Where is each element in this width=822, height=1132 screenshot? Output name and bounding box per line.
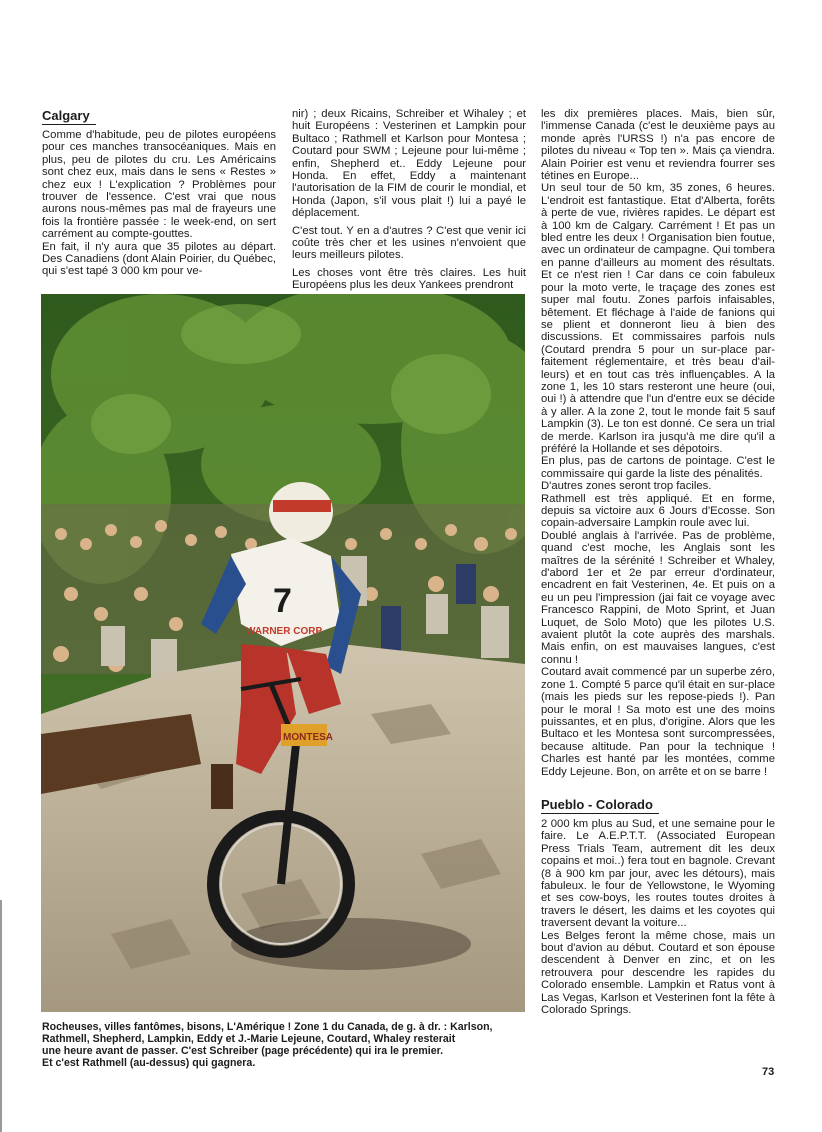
bike-label: MONTESA xyxy=(283,732,333,743)
paragraph: Les Belges feront la même chose, mais un bout d'avion au début. Coutard et son épouse descendent à Denver en zinc, et on les retrouvera pour descendre les rapides du Colorado ensemble. Lampkin et Ratus vont à Las Vegas, Karlson et Vesterinen font la fête à Colorado Springs. xyxy=(541,929,775,1017)
page-edge-mark xyxy=(0,900,2,1132)
text-column-3 xyxy=(541,108,775,778)
paragraph: nir) ; deux Ricains, Schreiber et Wihaley ; et huit Européens : Vesterinen et Lampkin pour Bultaco ; Rathmell et Karlson pour Montesa ; Coutard pour SWM ; Lejeune pour lui-même ; enfin, Shepherd et.. Eddy Lejeune pour Honda. En effet, Eddy a maintenant l'autorisation de la FIM de courir le mondial, et Honda (Japon, s'il vous plait !) lui a payé le déplacement. xyxy=(292,108,526,220)
paragraph: Rathmell est très appliqué. Et en forme, depuis sa victoire aux 6 Jours d'Ecosse. Son copain-adversaire Lampkin roule avec lui. xyxy=(541,492,775,530)
photo-illustration xyxy=(41,294,525,1012)
paragraph: Coutard avait commencé par un superbe zéro, zone 1. Compté 5 parce qu'il était en sur-place (mais les pieds sur les repose-pieds !). Pan pour le moral ! Sa moto est une des moins puissantes, et en plus, d'origine. Alors que les Bultaco et les Montesa sont surcompressées, because altitude. Pan pour la technique ! Charles est hanté par les montées, comme Eddy Lejeune. Bon, on arrête et on se barre ! xyxy=(541,666,775,778)
caption-line: une heure avant de passer. C'est Schreiber (page précédente) qui ira le premier. xyxy=(42,1045,444,1057)
paragraph: les dix premières places. Mais, bien sûr, l'immense Canada (c'est le deuxième pays au monde après l'URSS !) n'a pas encore de pilotes du niveau « Top ten ». Mais ça viendra. Alain Poirier est venu et reviendra fourrer ses tétines en Europe... xyxy=(541,108,775,183)
caption-line: Et c'est Rathmell (au-dessus) qui gagnera. xyxy=(42,1057,256,1069)
page-number: 73 xyxy=(762,1066,775,1078)
section-heading-calgary: Calgary xyxy=(42,108,96,125)
paragraph: Les choses vont être très claires. Les huit Européens plus les deux Yankees prendront xyxy=(292,266,526,292)
paragraph: Comme d'habitude, peu de pilotes européens pour ces manches transocéaniques. Mais en plus, peu de pilotes du cru. Les Américains sont chez eux, mais dans le sens « Restes » chez eux ! L'explication ? Problèmes pour trouver de l'essence. C'est vrai que nous aurons nous-mêmes pas mal de frayeurs une fois la frontière passée : le week-end, on sert carrément au compte-gouttes. xyxy=(42,129,276,241)
bib-number: 7 xyxy=(273,582,292,620)
caption-line: Rocheuses, villes fantômes, bisons, L'Amérique ! Zone 1 du Canada, de g. à dr. : Karlson, xyxy=(42,1021,493,1033)
photo-caption xyxy=(42,1021,532,1069)
bib-sponsor: WARNER CORP xyxy=(246,626,323,637)
paragraph: 2 000 km plus au Sud, et une semaine pour le faire. Le A.E.P.T.T. (Associated European Press Trials Team, autrement dit les deux copains et moi..) fera tout en bagnole. Crevant (8 à 900 km par jour, avec les détours), mais fabuleux. le four de Yellowstone, le Wyoming et ses cow-boys, les routes toutes droites à travers le désert, les daims et les coyotes qui traversent devant la voiture... xyxy=(541,818,775,930)
section-heading-pueblo: Pueblo - Colorado xyxy=(541,797,659,814)
paragraph: D'autres zones seront trop faciles. xyxy=(541,480,712,493)
paragraph: Un seul tour de 50 km, 35 zones, 6 heures. L'endroit est fantastique. Etat d'Alberta, forêts à perte de vue, rivières rapides. Le départ est à 100 km de Calgary. Carrément ! Et pas un bled entre les deux ! Organisation bien foutue, avec un ordinateur de campagne. Qui tombera en panne d'ailleurs au moment des résultats. Et ce n'est rien ! Car dans ce coin fabuleux pour la moto verte, le traçage des zones est super mal foutu. Zones parfois infaisables, bêtement. Et fléchage à l'aide de fanions qui se plient et donneront lieu à bien des discussions. Et commissaires parfois nuls (Coutard prendra 5 pour un sur-place parfaitement réglementaire, et très beau d'ailleurs) et en tout cas très influençables. A la zone 1, les 10 stars resteront une heure (oui, oui !) à attendre que l'un d'entre eux se décide à y aller. A la zone 2, tout le monde fait 5 sauf Lampkin (3). Le ton est donné. Ce sera un trial de merde. Karlson ira jusqu'à me dire qu'il a préféré la Hollande et ses dépotoirs. xyxy=(541,182,775,455)
text-column-1 xyxy=(42,108,276,278)
paragraph: En fait, il n'y aura que 35 pilotes au départ. Des Canadiens (dont Alain Poirier, du Québec, qui s'est tapé 3 000 km pour ve- xyxy=(42,240,276,278)
paragraph: En plus, pas de cartons de pointage. C'est le commissaire qui garde la liste des pénalités. xyxy=(541,455,775,480)
text-column-2 xyxy=(292,108,526,292)
caption-line: Rathmell, Shepherd, Lampkin, Eddy et J.-Marie Lejeune, Coutard, Whaley resterait xyxy=(42,1033,456,1045)
text-column-3-pueblo xyxy=(541,797,775,1017)
paragraph: Doublé anglais à l'arrivée. Pas de problème, quand c'est moche, les Anglais sont les maîtres de la sérénité ! Schreiber et Whaley, d'abord 1er et 2e par erreur d'ordinateur, encadrent en fait Vesterinen, 4e. Et puis on a eu un peu l'impression (jai fait ce voyage avec Francesco Rappini, de Moto Sprint, et Juan Luquet, de Solo Moto) que les pilotes U.S. avaient plutôt la cote auprès des marshals. Mais enfin, on est mauvaises langues, c'est connu ! xyxy=(541,529,775,666)
paragraph: C'est tout. Y en a d'autres ? C'est que venir ici coûte très cher et les usines n'envoient que leurs meilleurs pilotes. xyxy=(292,224,526,262)
trial-rider-photo xyxy=(41,294,525,1012)
